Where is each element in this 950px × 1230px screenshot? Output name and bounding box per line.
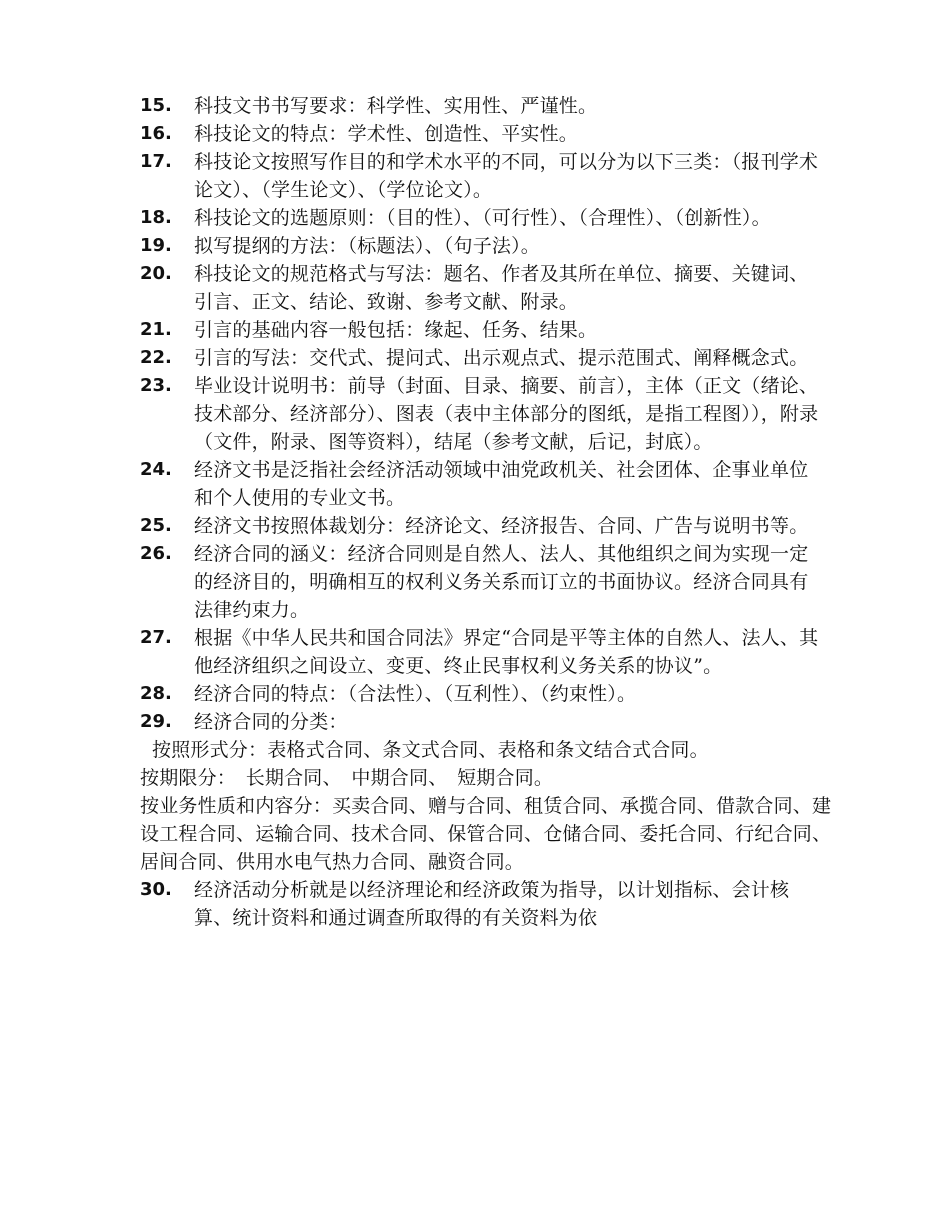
item-number: 18. <box>140 207 172 228</box>
list-item <box>140 232 840 260</box>
item-text: 经济合同的特点：（合法性）、（互利性）、（约束性）。 <box>194 683 637 705</box>
list-item <box>140 512 840 540</box>
item-number: 21. <box>140 319 172 340</box>
list-item <box>140 344 840 372</box>
list-item <box>140 708 840 736</box>
list-item <box>140 148 840 204</box>
item-text: 经济文书按照体裁划分：经济论文、经济报告、合同、广告与说明书等。 <box>194 515 809 537</box>
item-text: 引言的基础内容一般包括：缘起、任务、结果。 <box>194 319 598 341</box>
item-text: 毕业设计说明书：前导（封面、目录、摘要、前言），主体（正文（绪论、技术部分、经济部分）、图表（表中主体部分的图纸，是指工程图）），附录（文件，附录、图等资料），结尾（参考文献，后记，封底）。 <box>194 375 819 453</box>
item-number: 16. <box>140 123 172 144</box>
item-number: 19. <box>140 235 172 256</box>
item-number: 25. <box>140 515 172 536</box>
item-number: 17. <box>140 151 172 172</box>
classification-by-nature: 按业务性质和内容分：买卖合同、赠与合同、租赁合同、承揽合同、借款合同、建设工程合同、运输合同、技术合同、保管合同、仓储合同、委托合同、行纪合同、居间合同、供用水电气热力合同、融资合同。 <box>140 795 832 873</box>
item-text: 引言的写法：交代式、提问式、出示观点式、提示范围式、阐释概念式。 <box>194 347 809 369</box>
item-text: 根据《中华人民共和国合同法》界定“合同是平等主体的自然人、法人、其他经济组织之间设立、变更、终止民事权利义务关系的协议”。 <box>194 627 819 677</box>
list-item <box>140 876 840 932</box>
list-item <box>140 92 840 120</box>
item-number: 29. <box>140 711 172 732</box>
item-text: 科技文书书写要求：科学性、实用性、严谨性。 <box>194 95 598 117</box>
item-number: 20. <box>140 263 172 284</box>
document-page <box>140 92 840 932</box>
classification-by-form: 按照形式分：表格式合同、条文式合同、表格和条文结合式合同。 <box>152 739 709 761</box>
classification-by-term: 按期限分： 长期合同、 中期合同、 短期合同。 <box>140 767 554 789</box>
item-number: 24. <box>140 459 172 480</box>
list-item <box>140 120 840 148</box>
item-text: 经济活动分析就是以经济理论和经济政策为指导，以计划指标、会计核算、统计资料和通过调查所取得的有关资料为依 <box>194 879 790 929</box>
item-number: 27. <box>140 627 172 648</box>
item-number: 15. <box>140 95 172 116</box>
item-number: 26. <box>140 543 172 564</box>
item-number: 22. <box>140 347 172 368</box>
item-text: 科技论文的特点：学术性、创造性、平实性。 <box>194 123 579 145</box>
item-text: 拟写提纲的方法：（标题法）、（句子法）。 <box>194 235 541 257</box>
item-text: 经济合同的分类： <box>194 711 348 733</box>
list-item <box>140 540 840 624</box>
list-item <box>140 680 840 708</box>
item-number: 28. <box>140 683 172 704</box>
list-item <box>140 456 840 512</box>
list-item <box>140 204 840 232</box>
item-text: 科技论文的选题原则：（目的性）、（可行性）、（合理性）、（创新性）。 <box>194 207 771 229</box>
item-number: 30. <box>140 879 172 900</box>
item-number: 23. <box>140 375 172 396</box>
list-item <box>140 316 840 344</box>
item-text: 经济合同的涵义：经济合同则是自然人、法人、其他组织之间为实现一定的经济目的，明确相互的权利义务关系而订立的书面协议。经济合同具有法律约束力。 <box>194 543 809 621</box>
item-text: 科技论文的规范格式与写法：题名、作者及其所在单位、摘要、关键词、引言、正文、结论、致谢、参考文献、附录。 <box>194 263 809 313</box>
list-item <box>140 624 840 680</box>
item-text: 经济文书是泛指社会经济活动领域中油党政机关、社会团体、企事业单位和个人使用的专业文书。 <box>194 459 809 509</box>
list-item <box>140 372 840 456</box>
item-text: 科技论文按照写作目的和学术水平的不同，可以分为以下三类：（报刊学术论文）、（学生论文）、（学位论文）。 <box>194 151 819 201</box>
list-item <box>140 260 840 316</box>
